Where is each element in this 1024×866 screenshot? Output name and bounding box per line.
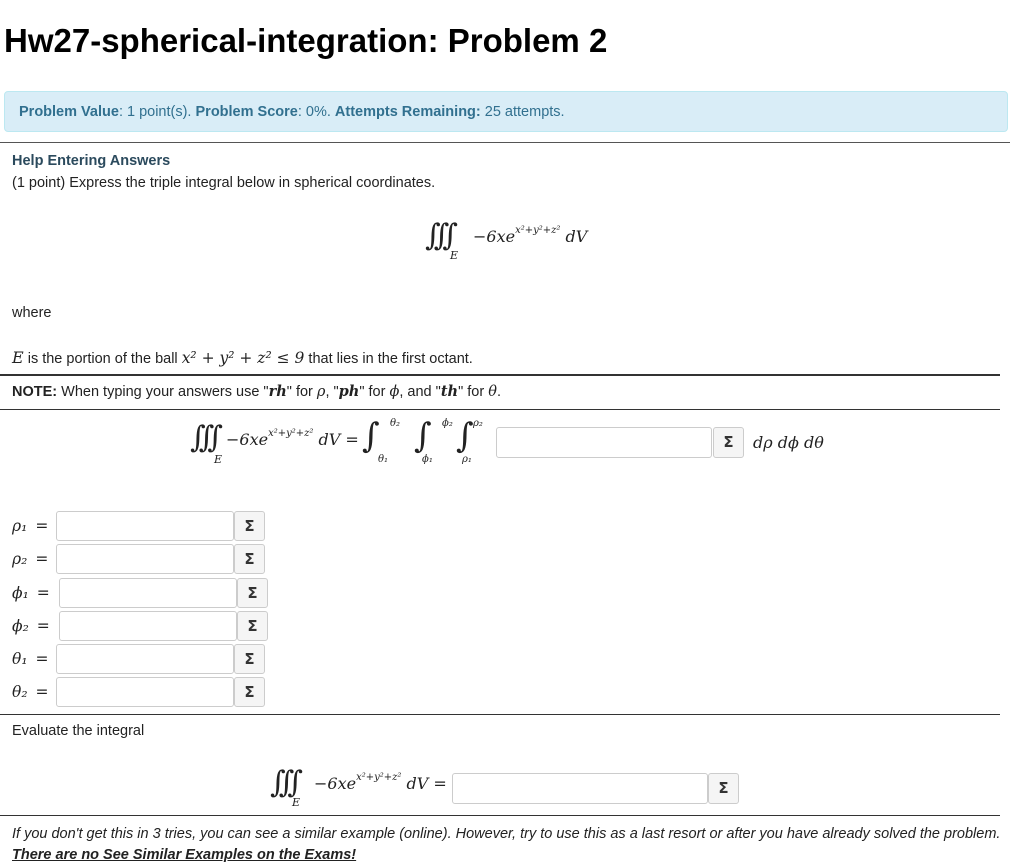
rho1-input[interactable] — [56, 511, 234, 541]
integrand-exponent: x²+y²+z² — [515, 224, 561, 236]
equation-editor-button[interactable]: Σ — [234, 677, 265, 707]
evaluate-integral-equation — [270, 765, 460, 809]
display-integral — [425, 220, 625, 260]
dV-text: dV — [318, 430, 341, 449]
integral-rho-symbol: ∫ — [456, 416, 474, 456]
integrand-answer-input[interactable] — [496, 427, 712, 458]
where-text: where — [12, 305, 52, 321]
theta2-symbol: θ₂ — [12, 683, 28, 701]
note-fragment: " for — [286, 384, 317, 400]
note-th: th — [440, 383, 459, 400]
note-fragment: " for — [359, 384, 390, 400]
equals-sign: = — [35, 650, 49, 668]
problem-score-text: : 0%. — [297, 104, 335, 120]
integral-phi-symbol: ∫ — [414, 416, 432, 456]
region-subscript: E — [214, 453, 223, 466]
phi2-input[interactable] — [59, 611, 237, 641]
rho2-symbol: ρ₂ — [12, 550, 28, 568]
rho2-input[interactable] — [56, 544, 234, 574]
divider — [0, 374, 1000, 376]
region-desc-prefix: is the portion of the ball — [23, 351, 182, 367]
phi2-label — [12, 617, 50, 635]
attempts-remaining-text: 25 attempts. — [480, 104, 565, 120]
problem-value-label: Problem Value — [19, 104, 119, 120]
equals-sign: = — [35, 550, 49, 568]
footer-warning: There are no See Similar Examples on the Exams! — [12, 847, 357, 863]
region-description — [12, 348, 473, 367]
rho1-symbol: ρ₁ — [12, 517, 28, 535]
equals-sign: = — [35, 517, 49, 535]
equals-sign: = — [433, 774, 447, 793]
equation-editor-button[interactable]: Σ — [237, 578, 268, 608]
equation-editor-button[interactable]: Σ — [234, 511, 265, 541]
equals-sign: = — [345, 430, 359, 449]
note-label: NOTE: — [12, 384, 58, 400]
help-entering-answers-link[interactable]: Help Entering Answers — [12, 153, 171, 169]
page-title: Hw27-spherical-integration: Problem 2 — [4, 22, 608, 59]
triple-integral-symbol: ∫∫∫ — [190, 420, 216, 455]
divider — [0, 142, 1010, 143]
integrand: −6xe — [473, 227, 516, 246]
note-fragment: , " — [325, 384, 339, 400]
region-desc-suffix: that lies in the first octant. — [304, 351, 473, 367]
equals-sign: = — [36, 584, 50, 602]
equals-sign: = — [36, 617, 50, 635]
problem-value-text: : 1 point(s). — [118, 104, 196, 120]
phi-upper-limit: ϕ₂ — [442, 418, 453, 429]
theta-upper-limit: θ₂ — [390, 418, 401, 429]
note-text — [12, 383, 501, 400]
integrand-text — [473, 224, 588, 246]
equation-editor-button[interactable]: Σ — [713, 427, 744, 458]
region-E: E — [12, 348, 24, 367]
note-fragment: , and " — [399, 384, 441, 400]
theta1-label — [12, 650, 49, 668]
note-fragment: . — [496, 384, 501, 400]
divider — [0, 815, 1000, 816]
rho-lower-limit: ρ₁ — [462, 454, 472, 465]
problem-intro: (1 point) Express the triple integral below in spherical coordinates. — [12, 175, 436, 191]
divider — [0, 714, 1000, 715]
note-rh: rh — [268, 383, 287, 400]
problem-score-label: Problem Score — [195, 104, 298, 120]
rho2-label — [12, 550, 48, 568]
differentials: dρ dϕ dθ — [753, 433, 824, 452]
problem-status-box — [4, 91, 1008, 132]
region-subscript: E — [450, 249, 459, 262]
integrand-exponent: x²+y²+z² — [356, 771, 402, 783]
note-fragment: When typing your answers use " — [57, 384, 269, 400]
spherical-integral-equation — [190, 416, 510, 470]
rho-upper-limit: ρ₂ — [473, 418, 483, 429]
result-input[interactable] — [452, 773, 708, 804]
integrand-text — [314, 771, 447, 793]
equation-editor-button[interactable]: Σ — [234, 644, 265, 674]
integrand: −6xe — [226, 430, 269, 449]
triple-integral-symbol: ∫∫∫ — [425, 218, 451, 253]
region-inequality: x² + y² + z² ≤ 9 — [181, 349, 305, 367]
phi1-symbol: ϕ₁ — [12, 584, 29, 602]
theta1-symbol: θ₁ — [12, 650, 28, 668]
rho1-label — [12, 517, 48, 535]
note-rho: ρ — [316, 384, 326, 400]
theta-lower-limit: θ₁ — [378, 454, 389, 465]
theta1-input[interactable] — [56, 644, 234, 674]
integrand: −6xe — [314, 774, 357, 793]
note-phi: ϕ — [389, 384, 400, 400]
phi-lower-limit: ϕ₁ — [422, 454, 433, 465]
integrand-exponent: x²+y²+z² — [268, 427, 314, 439]
theta2-label — [12, 683, 49, 701]
equation-editor-button[interactable]: Σ — [708, 773, 739, 804]
equals-sign: = — [35, 683, 49, 701]
triple-integral-symbol: ∫∫∫ — [270, 765, 296, 800]
phi1-label — [12, 584, 50, 602]
phi1-input[interactable] — [59, 578, 237, 608]
region-subscript: E — [292, 796, 301, 809]
equation-editor-button[interactable]: Σ — [234, 544, 265, 574]
phi2-symbol: ϕ₂ — [12, 617, 29, 635]
theta2-input[interactable] — [56, 677, 234, 707]
note-fragment: " for — [458, 384, 489, 400]
divider — [0, 409, 1000, 410]
integral-theta-symbol: ∫ — [362, 416, 380, 456]
note-ph: ph — [338, 383, 360, 400]
evaluate-text: Evaluate the integral — [12, 723, 145, 739]
attempts-remaining-label: Attempts Remaining: — [334, 104, 481, 120]
integrand-text — [226, 427, 359, 449]
footer-text: If you don't get this in 3 tries, you can see a similar example (online). However, try to use this as a last resort or after you have already solved the problem. — [12, 826, 1001, 842]
dV-text: dV — [406, 774, 429, 793]
equation-editor-button[interactable]: Σ — [237, 611, 268, 641]
footer-note — [12, 824, 1002, 866]
dV-text: dV — [565, 227, 588, 246]
note-theta: θ — [488, 384, 497, 400]
